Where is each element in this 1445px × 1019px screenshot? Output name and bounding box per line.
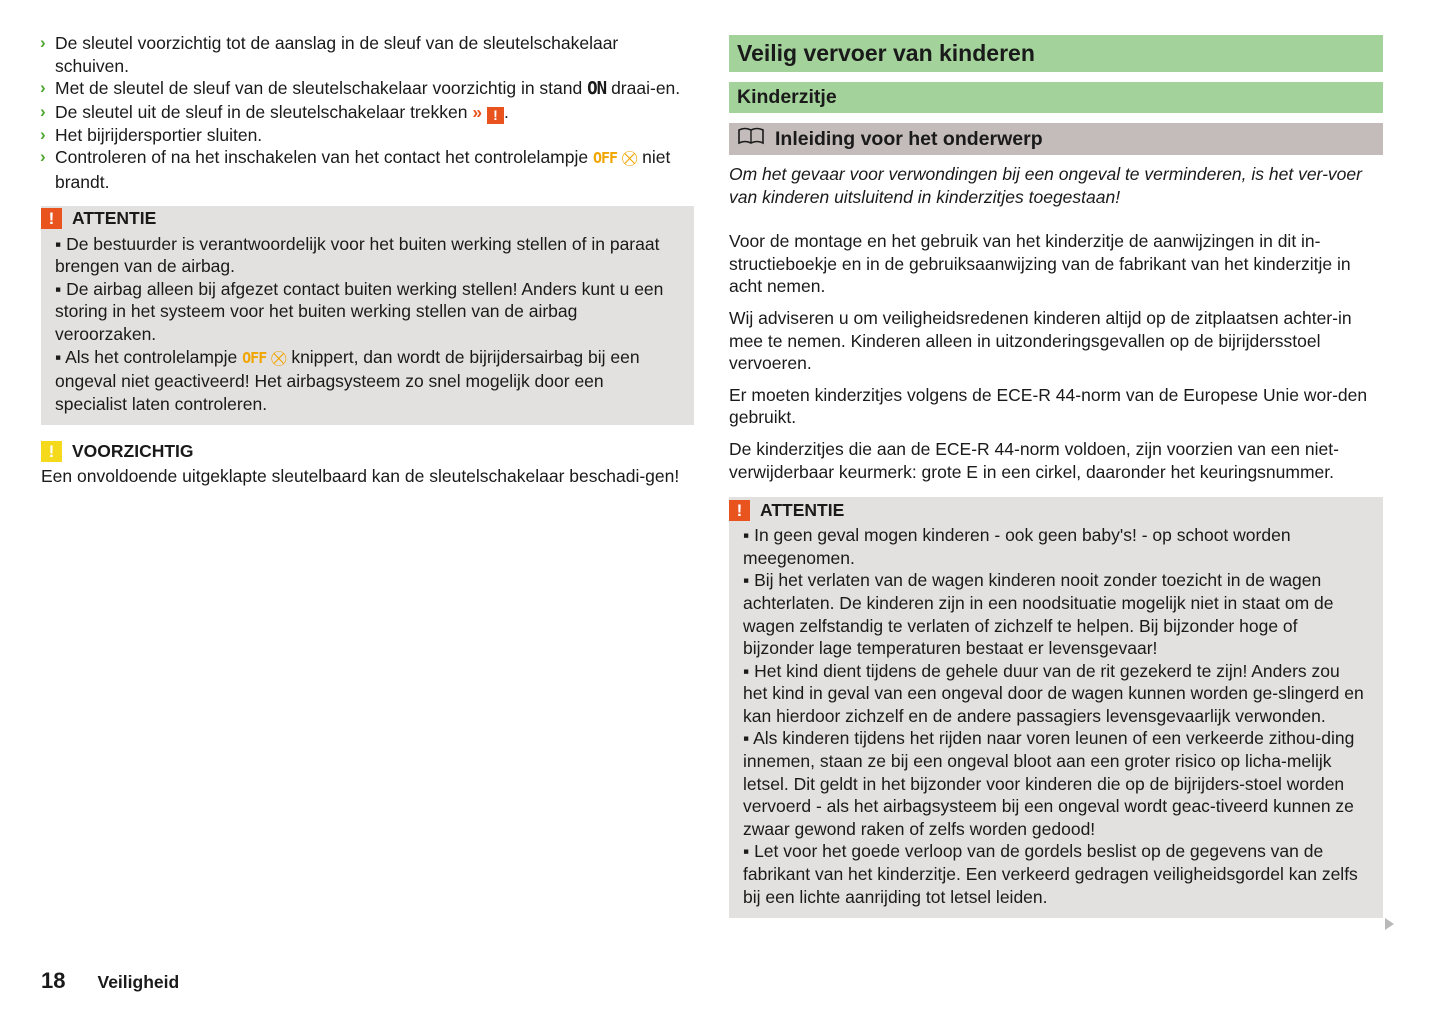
caution-header xyxy=(41,439,694,463)
warning-header xyxy=(729,497,1383,522)
warning-item: ▪ Als kinderen tijdens het rijden naar voren leunen of een verkeerde zithou-ding innemen, staan ze bij een ongeval bloot aan een groter risico op licha-melijk letsel. Dit geldt in het bijzonder voor kinderen die op de bijrijders-stoel worden vervoerd - als het airbagsysteem bij een ongeval wordt geac-tiveerd kunnen ze zwaar gewond raken of zelfs worden gedood! xyxy=(743,728,1355,839)
section-name: Veiligheid xyxy=(97,972,180,992)
warning-item: ▪ In geen geval mogen kinderen - ook geen baby's! - op schoot worden meegenomen. xyxy=(743,525,1291,568)
step-arrow-icon: › xyxy=(40,124,46,144)
on-position-label: ON xyxy=(587,79,607,100)
paragraph: Er moeten kinderzitjes volgens de ECE-R 44-norm van de Europese Unie wor-den gebruikt. xyxy=(729,384,1368,428)
warning-reference-icon[interactable]: ! xyxy=(487,107,504,124)
instruction-step: › De sleutel uit de sleuf in de sleutelschakelaar trekken » ! . xyxy=(40,101,509,123)
continue-arrow-icon[interactable] xyxy=(1385,918,1394,930)
instruction-step: › Controleren of na het inschakelen van het contact het controlelampje OFF ⛒ niet brandt. xyxy=(40,147,671,192)
instruction-step: › De sleutel voorzichtig tot de aanslag in de sleuf van de sleutelschakelaar schuiven. xyxy=(40,33,619,76)
airbag-off-indicator: OFF xyxy=(592,149,618,168)
instruction-step: › Met de sleutel de sleuf van de sleutelschakelaar voorzichtig in stand ON draai-en. xyxy=(40,78,681,100)
paragraph: Voor de montage en het gebruik van het kinderzitje de aanwijzingen in dit in-structieboekje en in de gebruiksaanwijzing van de fabrikant van het kinderzitje in acht nemen. xyxy=(729,231,1351,297)
warning-box xyxy=(729,497,1383,918)
warning-body xyxy=(41,231,694,426)
caution-box xyxy=(41,439,694,488)
warning-item: ▪ Als het controlelampje OFF ⛒ knippert, dan wordt de bijrijdersairbag bij een ongeval niet geactiveerd! Het airbagsysteem zo snel mogelijk door een specialist laten controleren. xyxy=(55,346,640,414)
airbag-passenger-icon: ⛒ xyxy=(621,150,638,168)
book-icon xyxy=(737,123,765,155)
warning-title: ATTENTIE xyxy=(72,208,157,229)
topic-heading: Inleiding voor het onderwerp xyxy=(729,123,1383,155)
step-arrow-icon: › xyxy=(40,33,46,52)
intro-text: Om het gevaar voor verwondingen bij een ongeval te verminderen, is het ver-voer van kinderen uitsluitend in kinderzitjes toegestaan! xyxy=(729,164,1362,207)
right-column xyxy=(729,35,1383,918)
page-number: 18 xyxy=(41,968,66,993)
warning-header xyxy=(41,206,694,231)
warning-body xyxy=(729,522,1383,918)
instruction-step: › Het bijrijdersportier sluiten. xyxy=(40,124,263,145)
airbag-off-indicator: OFF xyxy=(242,348,267,367)
warning-item: ▪ Let voor het goede verloop van de gordels beslist op de gegevens van de fabrikant van het kinderzitje. Een verkeerd gedragen veiligheidsgordel kan zelfs bij een lichte aanrijding tot letsel leiden. xyxy=(743,841,1358,907)
step-arrow-icon: › xyxy=(40,78,46,98)
warning-icon: ! xyxy=(41,208,62,229)
reference-link[interactable]: » xyxy=(472,101,483,122)
left-column xyxy=(41,32,694,488)
caution-title: VOORZICHTIG xyxy=(72,440,194,461)
warning-item: ▪ Bij het verlaten van de wagen kinderen nooit zonder toezicht in de wagen achterlaten. De kinderen zijn in een noodsituatie mogelijk niet in staat om de wagen zelfstandig te verlaten of zichzelf te helpen. Bij bijzonder hoge of bijzonder lage temperaturen bestaat er levensgevaar! xyxy=(743,570,1334,659)
section-heading: Kinderzitje xyxy=(729,82,1383,113)
warning-title: ATTENTIE xyxy=(760,499,845,520)
step-arrow-icon: › xyxy=(40,101,46,121)
caution-text: Een onvoldoende uitgeklapte sleutelbaard kan de sleutelschakelaar beschadi-gen! xyxy=(41,466,680,487)
warning-box xyxy=(41,206,694,426)
step-arrow-icon: › xyxy=(40,147,46,167)
airbag-passenger-icon: ⛒ xyxy=(271,349,287,367)
caution-icon: ! xyxy=(41,441,62,462)
page-footer xyxy=(41,968,179,994)
warning-item: ▪ De airbag alleen bij afgezet contact buiten werking stellen! Anders kunt u een storing in het systeem voor het buiten werking stellen van de airbag veroorzaken. xyxy=(55,278,664,344)
warning-icon: ! xyxy=(729,500,750,521)
paragraph: De kinderzitjes die aan de ECE-R 44-norm voldoen, zijn voorzien van een niet-verwijderbaar keurmerk: grote E in een cirkel, daaronder het keuringsnummer. xyxy=(729,438,1339,482)
warning-item: ▪ Het kind dient tijdens de gehele duur van de rit gezekerd te zijn! Anders zou het kind in geval van een ongeval door de wagen kunnen worden ge-slingerd en kan hierdoor zichzelf en de andere passagiers levensgevaarlijk verwonden. xyxy=(743,660,1364,726)
paragraph: Wij adviseren u om veiligheidsredenen kinderen altijd op de zitplaatsen achter-in mee te nemen. Kinderen alleen in uitzonderingsgevallen op de bijrijdersstoel vervoeren. xyxy=(729,307,1352,374)
chapter-heading: Veilig vervoer van kinderen xyxy=(729,35,1383,72)
warning-item: ▪ De bestuurder is verantwoordelijk voor het buiten werking stellen of in paraat brengen van de airbag. xyxy=(55,233,660,277)
